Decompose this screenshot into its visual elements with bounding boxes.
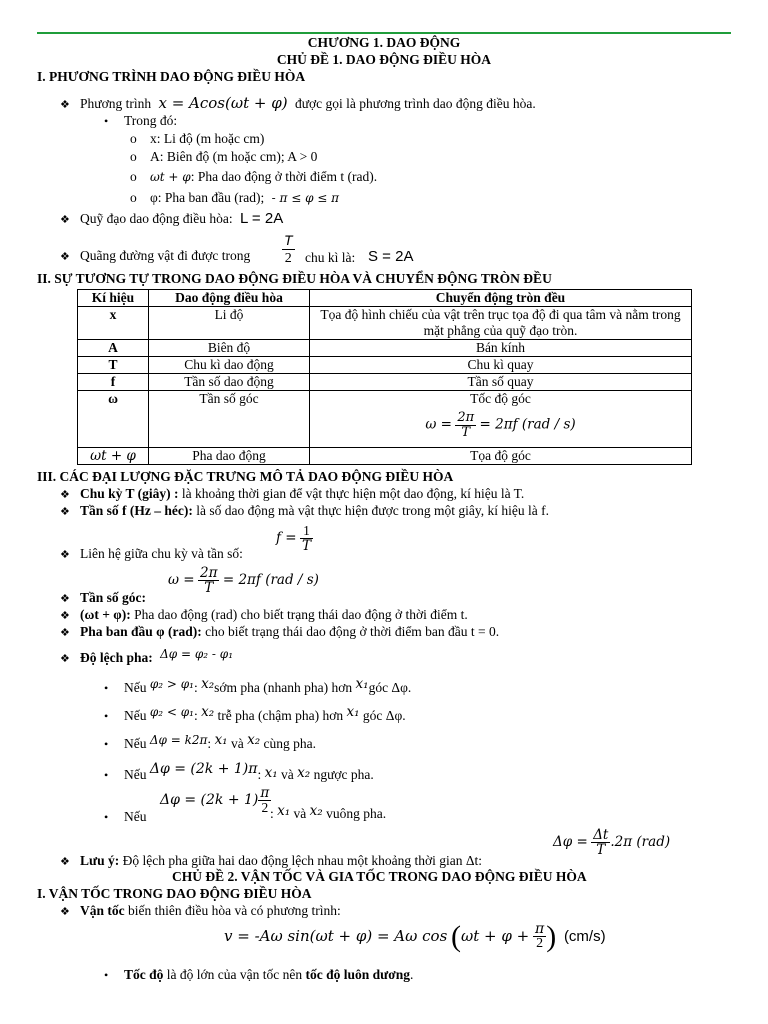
table-row: f Tần số dao động Tần số quay [78, 374, 692, 391]
harmonic-equation: x = Acos(ωt + φ) [158, 94, 288, 112]
relation-formula: f = $\frac{1}{T}$ [276, 523, 311, 554]
quadrature-formula: Δφ = (2k + 1) $\frac{\pi}{2}$ [160, 785, 270, 815]
table-row: x Li độ Tọa độ hình chiếu của vật trên trục tọa độ đi qua tâm và nằm trong mặt phẳng của quỹ đạo tròn. [78, 307, 692, 340]
topic2-title: CHỦ ĐỀ 2. VẬN TỐC VÀ GIA TỐC TRONG DAO ĐỘNG ĐIỀU HÒA [172, 869, 587, 884]
velocity-formula: v = -Aω sin(ωt + φ) = Aω cos (ωt + φ + $\frac{\pi}{2}$ ) (cm/s) [224, 920, 606, 953]
frequency-line: ❖ Tần số f (Hz – héc): là số dao động mà vật thực hiện được trong một giây, kí hiệu là f. [60, 503, 549, 518]
bullet-icon: • [104, 768, 109, 782]
diamond-bullet-icon: ❖ [60, 251, 70, 263]
distance-equation: S = 2A [368, 248, 414, 265]
table-header-row: Kí hiệu Dao động điều hòa Chuyển động tròn đều [78, 290, 692, 307]
case-item: • Nếu φ₂ < φ₁: x₂ trễ pha (chậm pha) hơn x₁ góc Δφ. [104, 704, 406, 723]
section1-heading: I. PHƯƠNG TRÌNH DAO ĐỘNG ĐIỀU HÒA [37, 69, 306, 84]
bullet-icon: • [104, 968, 109, 982]
quadrature-tail: : x₁ và x₂ vuông pha. [270, 803, 387, 821]
diamond-bullet-icon: ❖ [60, 506, 70, 518]
diamond-bullet-icon: ❖ [60, 627, 70, 639]
case-item: • Nếu [104, 809, 147, 824]
distance-line: ❖ Quãng đường vật đi được trong [60, 248, 251, 263]
bullet-icon: • [104, 810, 109, 824]
list-item: o ωt + φ: Pha dao động ở thời điểm t (rad). [130, 169, 378, 184]
diamond-bullet-icon: ❖ [60, 856, 70, 868]
case-item: • Nếu Δφ = k2π: x₁ và x₂ cùng pha. [104, 732, 316, 751]
trajectory-line: ❖ Quỹ đạo dao động điều hòa: L = 2A [60, 210, 284, 227]
top-rule [37, 32, 731, 34]
diamond-bullet-icon: ❖ [60, 610, 70, 622]
section3-heading: III. CÁC ĐẠI LƯỢNG ĐẶC TRƯNG MÔ TẢ DAO ĐỘNG ĐIỀU HÒA [37, 469, 454, 484]
case-item: • Nếu φ₂ > φ₁: x₂sớm pha (nhanh pha) hơn x₁góc Δφ. [104, 676, 412, 695]
note-line: ❖ Lưu ý: Độ lệch pha giữa hai dao động lệch nhau một khoảng thời gian Δt: [60, 853, 483, 868]
phase-diff-formula: Δφ = φ₂ - φ₁ [160, 647, 234, 661]
table-row: T Chu kì dao động Chu kì quay [78, 357, 692, 374]
topic1-title: CHỦ ĐỀ 1. DAO ĐỘNG ĐIỀU HÒA [276, 52, 492, 67]
equation-line: ❖ Phương trình x = Acos(ωt + φ) được gọi là phương trình dao động điều hòa. [60, 94, 536, 112]
phase-diff-line: ❖ Độ lệch pha: Δφ = φ₂ - φ₁ [60, 647, 234, 665]
table-row: ω Tần số góc Tốc độ góc ω = $\frac{2\pi}{T}$ = 2πf (rad / s) [78, 391, 692, 448]
bullet-icon: • [104, 114, 109, 128]
relation-line: ❖ Liên hệ giữa chu kỳ và tần số: [60, 546, 243, 561]
circle-bullet-icon: o [130, 169, 137, 184]
comparison-table [77, 289, 692, 465]
case-item: • Nếu Δφ = (2k + 1)π: x₁ và x₂ ngược pha. [104, 761, 374, 782]
diamond-bullet-icon: ❖ [60, 489, 70, 501]
section2-heading: II. SỰ TƯƠNG TỰ TRONG DAO ĐỘNG ĐIỀU HÒA VÀ CHUYỂN ĐỘNG TRÒN ĐỀU [37, 271, 552, 286]
diamond-bullet-icon: ❖ [60, 214, 70, 226]
half-period-fraction: T 2 [284, 232, 293, 266]
diamond-bullet-icon: ❖ [60, 653, 70, 665]
initial-phase-line: ❖ Pha ban đầu φ (rad): cho biết trạng thái dao động ở thời điểm ban đầu t = 0. [60, 624, 500, 639]
angular-line: ❖ Tần số góc: [60, 590, 147, 605]
list-item: o A: Biên độ (m hoặc cm); A > 0 [130, 149, 318, 164]
phi-range: - π ≤ φ ≤ π [271, 191, 340, 205]
section4-heading: I. VẬN TỐC TRONG DAO ĐỘNG ĐIỀU HÒA [37, 886, 312, 901]
diamond-bullet-icon: ❖ [60, 549, 70, 561]
phase-line: ❖ (ωt + φ): Pha dao động (rad) cho biết trạng thái dao động ở thời điểm t. [60, 607, 468, 622]
distance-mid: chu kì là: [305, 250, 356, 265]
table-row: ωt + φ Pha dao động Tọa độ góc [78, 448, 692, 465]
trajectory-equation: L = 2A [239, 210, 284, 227]
period-line: ❖ Chu kỳ T (giây) : là khoảng thời gian để vật thực hiện một dao động, kí hiệu là T. [60, 486, 525, 501]
circle-bullet-icon: o [130, 131, 137, 146]
diamond-bullet-icon: ❖ [60, 593, 70, 605]
angular-formula: ω = $\frac{2\pi}{T}$ = 2πf (rad / s) [168, 565, 319, 596]
where-line: • Trong đó: [104, 113, 178, 128]
circle-bullet-icon: o [130, 149, 137, 164]
diamond-bullet-icon: ❖ [60, 906, 70, 918]
list-item: o φ: Pha ban đầu (rad); - π ≤ φ ≤ π [130, 190, 340, 205]
omega-formula: ω = $\frac{2\pi}{T}$ = 2πf (rad / s) [425, 410, 576, 440]
chapter-title: CHƯƠNG 1. DAO ĐỘNG [307, 35, 461, 50]
circle-bullet-icon: o [130, 190, 137, 205]
diamond-bullet-icon: ❖ [60, 99, 70, 111]
bullet-icon: • [104, 709, 109, 723]
note-formula: Δφ = $\frac{\Delta t}{T}$ .2π (rad) [553, 827, 671, 858]
list-item: o x: Li độ (m hoặc cm) [130, 131, 265, 146]
velocity-line: ❖ Vận tốc biến thiên điều hòa và có phương trình: [60, 903, 341, 918]
bullet-icon: • [104, 681, 109, 695]
speed-line: • Tốc độ là độ lớn của vận tốc nên tốc độ luôn dương. [104, 967, 414, 982]
bullet-icon: • [104, 737, 109, 751]
table-row: A Biên độ Bán kính [78, 340, 692, 357]
